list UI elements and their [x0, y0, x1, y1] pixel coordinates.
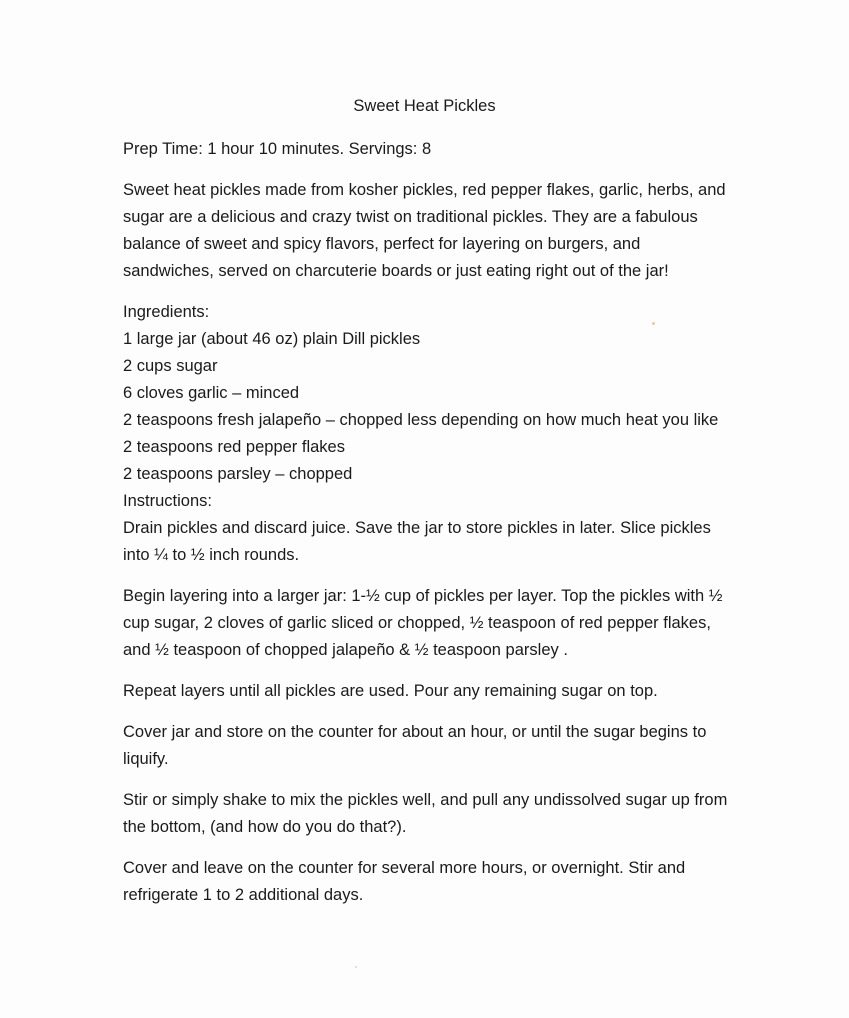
intro-paragraph: Sweet heat pickles made from kosher pickles, red pepper flakes, garlic, herbs, and sugar are a delicious and crazy twist on traditional pickles. They are a fabulous balance of sweet and spicy flavors, perfect for layering on burgers, and sandwiches, served on charcuterie boards or just eating right out of the jar! — [123, 181, 726, 280]
ingredient-item: 2 teaspoons parsley – chopped — [123, 465, 353, 483]
ingredient-item: 6 cloves garlic – minced — [123, 384, 300, 402]
ingredient-item: 2 cups sugar — [123, 357, 218, 375]
instruction-step: Begin layering into a larger jar: 1-½ cup of pickles per layer. Top the pickles with ½ cup sugar, 2 cloves of garlic sliced or chopped, ½ teaspoon of red pepper flakes, and ½ teaspoon of chopped jalapeño & ½ teaspoon parsley . — [123, 587, 723, 659]
prep-info: Prep Time: 1 hour 10 minutes. Servings: 8 — [123, 140, 432, 158]
recipe-body — [123, 136, 733, 923]
instruction-step: Stir or simply shake to mix the pickles well, and pull any undissolved sugar up from the bottom, (and how do you do that?). — [123, 791, 728, 836]
instruction-step: Drain pickles and discard juice. Save the jar to store pickles in later. Slice pickles into ¼ to ½ inch rounds. — [123, 519, 711, 564]
recipe-title: Sweet Heat Pickles — [353, 97, 496, 115]
ingredient-item: 1 large jar (about 46 oz) plain Dill pickles — [123, 330, 421, 348]
ingredient-item: 2 teaspoons red pepper flakes — [123, 438, 345, 456]
ingredients-section — [123, 299, 733, 515]
instructions-heading: Instructions: — [123, 492, 212, 510]
instruction-step: Cover jar and store on the counter for about an hour, or until the sugar begins to liquify. — [123, 723, 707, 768]
instruction-step: Repeat layers until all pickles are used. Pour any remaining sugar on top. — [123, 682, 658, 700]
ingredient-item: 2 teaspoons fresh jalapeño – chopped less depending on how much heat you like — [123, 411, 719, 429]
scan-speck — [652, 322, 655, 325]
scan-speck — [355, 966, 357, 968]
instruction-step: Cover and leave on the counter for several more hours, or overnight. Stir and refrigerate 1 to 2 additional days. — [123, 859, 686, 904]
ingredients-heading: Ingredients: — [123, 303, 210, 321]
